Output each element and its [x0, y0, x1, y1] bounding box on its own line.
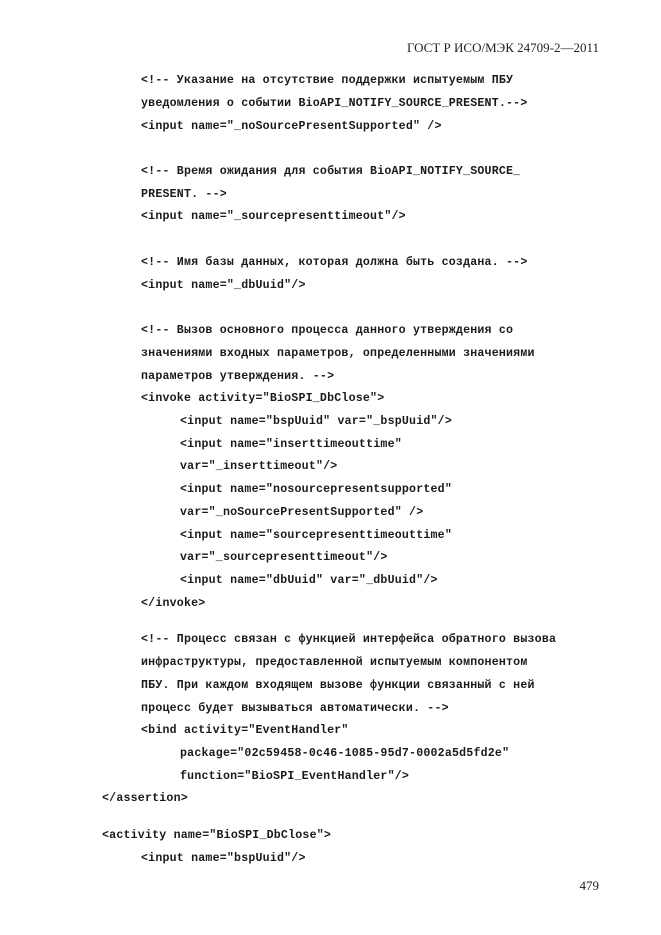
code-line: <input name="_dbUuid"/> — [141, 279, 306, 292]
code-line: function="BioSPI_EventHandler"/> — [180, 770, 410, 783]
code-line: <input name="inserttimeouttime" — [180, 438, 402, 451]
code-line: var="_inserttimeout"/> — [180, 460, 338, 473]
code-line: <!-- Имя базы данных, которая должна быть создана. --> — [141, 256, 528, 269]
page-header: ГОСТ Р ИСО/МЭК 24709-2—2011 — [406, 40, 599, 55]
code-line: <activity name="BioSPI_DbClose"> — [102, 829, 332, 842]
code-line: package="02c59458-0c46-1085-95d7-0002a5d5fd2e" — [180, 747, 510, 760]
code-line: <!-- Указание на отсутствие поддержки испытуемым ПБУ — [141, 74, 514, 87]
code-line: </invoke> — [141, 597, 206, 610]
code-line: <input name="bspUuid"/> — [141, 852, 306, 865]
code-line: <input name="_noSourcePresentSupported" /> — [141, 120, 442, 133]
code-line: значениями входных параметров, определенными значениями — [141, 347, 535, 360]
code-line: <input name="bspUuid" var="_bspUuid"/> — [180, 415, 452, 428]
page-number: 479 — [579, 878, 599, 893]
code-line: <input name="sourcepresenttimeouttime" — [180, 529, 452, 542]
code-line: ПБУ. При каждом входящем вызове функции связанный с ней — [141, 679, 535, 692]
code-line: <!-- Вызов основного процесса данного утверждения со — [141, 324, 514, 337]
code-line: <input name="dbUuid" var="_dbUuid"/> — [180, 574, 438, 587]
code-line: процесс будет вызываться автоматически. --> — [141, 702, 449, 715]
code-line: <!-- Процесс связан с функцией интерфейса обратного вызова — [141, 633, 557, 646]
code-line: PRESENT. --> — [141, 188, 227, 201]
code-line: <input name="_sourcepresenttimeout"/> — [141, 210, 406, 223]
code-line: уведомления о событии BioAPI_NOTIFY_SOURCE_PRESENT.--> — [141, 97, 528, 110]
code-line: <input name="nosourcepresentsupported" — [180, 483, 452, 496]
code-line: <invoke activity="BioSPI_DbClose"> — [141, 392, 385, 405]
code-line: <!-- Время ожидания для события BioAPI_NOTIFY_SOURCE_ — [141, 165, 521, 178]
code-line: <bind activity="EventHandler" — [141, 724, 349, 737]
code-line: var="_noSourcePresentSupported" /> — [180, 506, 424, 519]
code-line: инфраструктуры, предоставленной испытуемым компонентом — [141, 656, 528, 669]
code-line: параметров утверждения. --> — [141, 370, 335, 383]
code-line: </assertion> — [102, 792, 188, 805]
code-line: var="_sourcepresenttimeout"/> — [180, 551, 388, 564]
